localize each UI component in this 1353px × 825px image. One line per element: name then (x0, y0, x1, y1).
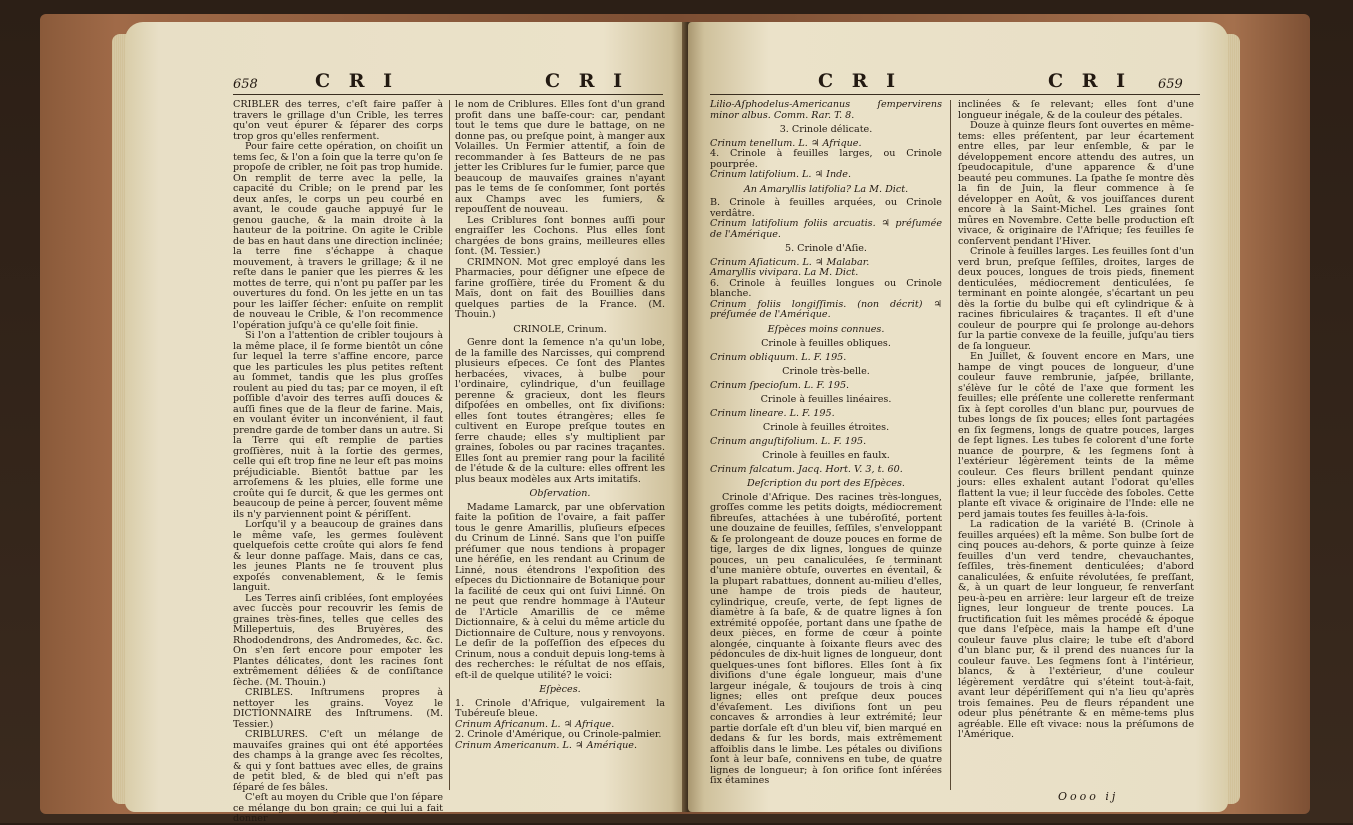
species-entry: 6. Crinole à feuilles longues ou Crinole blanche. (710, 277, 942, 299)
header-rule-left (233, 94, 663, 95)
species-latin: Crinum lineare. L. F. 195. (710, 407, 835, 419)
species-entry: Crinole à feuilles obliques. (761, 338, 891, 349)
species-latin: Crinum anguſtifolium. L. F. 195. (710, 435, 867, 447)
species-entry: 2. Crinole d'Amérique, ou Crinole-palmier. (455, 729, 662, 740)
left-column-2 (455, 100, 665, 751)
left-page (125, 22, 688, 824)
header-rule-right (710, 94, 1200, 95)
running-header-right-1: C R I (818, 70, 902, 92)
page-number-left: 658 (233, 77, 258, 92)
paragraph: le nom de Criblures. Elles ſont d'un grand profit dans une baſſe-cour: car, pendant tout le tems que dure le battage, on ne donne pas, ou preſque point, à manger aux Volailles. Un Fermier attentif, a ſoin de recommander à ſes Batteurs de ne pas jetter les Criblures ſur le fumier, parce que beaucoup de mauvaiſes graines n'ayant pas le tems de ſe conſommer, ſont portés aux Champs avec les fumiers, & repouſſent de nouveau. (455, 99, 665, 215)
page-number-right: 659 (1158, 77, 1183, 92)
section-title-species: Eſpèces. (539, 684, 581, 695)
paragraph: Madame Lamarck, par une obſervation faite la poſition de l'ovaire, a fait paſſer tous le genre Amarillis, pluſieurs eſpeces du Crinum de Linné. Sans que l'on puiſſe préſumer que nous tendions à propager une héréſie, en les rendant au Crinum de Linné, nous étendrons l'expoſition des eſpeces du Dictionnaire de Botanique pour la facilité de ceux qui ont ſuivi Linné. On ne peut que rendre hommage à l'Auteur de l'Article Amarillis de ce même Dictionnaire, & à celui du même article du Dictionnaire de Culture, nous y renvoyons. Le deſir de la poſſeſſion des eſpeces du Crinum, nous a conduit depuis long-tems à des recherches: le réſultat de nos eſſais, eſt-il de quelque utilité? le voici: (455, 501, 665, 681)
column-divider (950, 100, 951, 790)
running-header-left-2: C R I (545, 70, 629, 92)
running-header-left-1: C R I (315, 70, 399, 92)
species-latin: Crinum latifolium. L. ♃ Inde. (710, 169, 852, 180)
species-latin: Crinum Americanum. L. ♃ Amérique. (455, 739, 638, 751)
paragraph: Lorſqu'il y a beaucoup de graines dans le même vaſe, les germes ſoulèvent quelquefois cette croûte qui alors ſe fend & leur donne paſſage. Mais, dans ce cas, les jeunes Plants ne ſe trouvent plus expoſés convenablement, & le ſemis languit. (233, 519, 443, 593)
running-header-right-2: C R I (1048, 70, 1132, 92)
species-latin: Crinum latifolium foliis arcuatis. ♃ préſumée de l'Amérique. (710, 218, 942, 240)
paragraph: Douze à quinze fleurs ſont ouvertes en même-tems: elles préſentent, par leur écartement entre elles, par leur enſemble, & par le développement encore attendu des autres, un ſpeudocapitule, d'une apparence & d'une beauté peu communes. La ſpathe ſe montre dès la fin de Juin, la fleur commence à ſe développer en Août, & vos jouiſſances durent encore à la Saint-Michel. Les graines ſont mûres en Novembre. Cette belle production eſt vivace, & originaire de l'Afrique; ſes feuilles ſe conſervent pendant l'Hiver. (958, 120, 1194, 247)
section-title-crinole: CRINOLE, Crinum. (513, 323, 607, 335)
right-page (688, 22, 1228, 812)
species-latin: Crinum ſpecioſum. L. F. 195. (710, 379, 850, 391)
paragraph: C'eſt au moyen du Crible que l'on ſépare ce mélange du bon grain; ce qui lui a fait donner (233, 792, 443, 824)
column-divider (449, 100, 450, 790)
species-latin: Crinum Aſiaticum. L. ♃ Malabar. (710, 256, 870, 268)
species-entry: Crinole à feuilles linéaires. (760, 394, 892, 405)
paragraph: Crinole à feuilles larges. Les feuilles ſont d'un verd brun, preſque ſeſſiles, droites, larges de deux pouces, longues de trois pieds, finement denticulées, médiocrement denticulées, ſe terminant en pointe alongée, s'écartant un peu dès la ſortie du bulbe qui eſt cylindrique & à racines fibriculaires & traçantes. Il eſt d'une couleur de pourpre qui ſe prolonge au-dehors ſur la partie convexe de la feuille, juſqu'au tiers de ſa longueur. (958, 246, 1194, 352)
species-latin: Crinum foliis longiſſimis. (non décrit) ♃ préſumée de l'Amérique. (710, 298, 942, 320)
paragraph: CRIMNON. Mot grec employé dans les Pharmacies, pour déſigner une eſpece de farine groſſière, tirée du Froment & du Maïs, dont on fait des Bouillies dans quelques parties de la France. (M. Thouin.) (455, 256, 665, 320)
paragraph: Si l'on a l'attention de cribler toujours à la même place, il ſe forme bientôt un cône ſur lequel la terre s'affine encore, parce que les particules les plus petites reſtent au ſommet, tandis que les plus groſſes roulent au pied du tas; par ce moyen, il eſt poſſible d'avoir des terres auſſi douces & auſſi fines que de la fleur de farine. Mais, en voulant éviter un inconvénient, il faut prendre garde de tomber dans un autre. Si la Terre qui eſt remplie de parties groſſières, nuit à la ſortie des germes, celle qui eſt trop fine ne leur eſt pas moins préjudiciable. Bientôt battue par les arroſemens & les pluies, elle forme une croûte qui ſe durcit, & que les germes ont beaucoup de peine à percer, ſouvent même ils n'y parviennent point & périſſent. (233, 330, 443, 520)
right-page-edges (1226, 34, 1240, 804)
right-column-1 (710, 100, 942, 787)
species-latin: Crinum Africanum. L. ♃ Afrique. (455, 718, 615, 730)
paragraph: Les Terres ainſi criblées, ſont employées avec ſuccès pour recouvrir les ſemis de graines très-fines, telles que celles des Millepertuis, des Bruyères, des Rhododendrons, des Andromedes, &c. &c. On s'en ſert encore pour empoter les Plantes délicates, dont les racines ſont extrêmement déliées & de conſiſtance ſèche. (M. Thouin.) (233, 592, 443, 688)
signature-mark: Oooo ij (1058, 790, 1119, 803)
species-entry: Crinole à feuilles étroites. (762, 422, 890, 433)
species-entry: B. Crinole à feuilles arquées, ou Crinole verdâtre. (710, 197, 942, 219)
left-page-edges (112, 34, 126, 804)
species-synonym: Amaryllis vivipara. La M. Dict. (710, 267, 859, 278)
left-column-1 (233, 100, 443, 825)
paragraph: CRIBLES. Inſtrumens propres à nettoyer les grains. Voyez le DICTIONNAIRE des Inſtrumens. (M. Tessier.) (233, 687, 443, 730)
paragraph: Les Criblures ſont bonnes auſſi pour engraiſſer les Cochons. Plus elles ſont chargées de bons grains, meilleures elles ſont. (M. Tessier.) (455, 214, 665, 257)
species-synonym: An Amaryllis latifolia? La M. Dict. (743, 183, 909, 195)
species-entry: 3. Crinole délicate. (779, 124, 873, 135)
paragraph: CRIBLURES. C'eſt un mélange de mauvaiſes graines qui ont été apportées des champs à la grange avec ſes récoltes, & qui y ſont battues avec elles, de grains de petit bled, & de bled qui n'eſt pas ſéparé de ſes bâles. (233, 729, 443, 793)
section-title-observation: Obſervation. (529, 488, 591, 499)
paragraph: Genre dont la ſemence n'a qu'un lobe, de la famille des Narcisses, qui comprend plusieurs eſpeces. Ce ſont des Plantes herbacées, vivaces, à bulbe pour l'ordinaire, cylindrique, d'un feuillage perenne & gracieux, dont les fleurs diſpoſées en ombelles, ont ſix diviſions: elles ſont toutes étrangères; elles ſe cultivent en Europe preſque toutes en ſerre chaude; elles s'y multiplient par graines, ſoboles ou par racines traçantes. Elles ſont au premier rang pour la facilité de l'étude & de la culture: elles offrent les plus beaux modèles aux Arts imitatifs. (455, 337, 665, 485)
species-latin: Crinum falcatum. Jacq. Hort. V. 3, t. 60. (710, 463, 903, 475)
species-latin: Crinum obliquum. L. F. 195. (710, 351, 847, 363)
section-title-lesser-known: Eſpèces moins connues. (767, 323, 885, 335)
right-column-2 (958, 100, 1194, 741)
paragraph: Pour faire cette opération, on choiſit un tems ſec, & l'on a ſoin que la terre qu'on ſe propoſe de cribler, ne ſoit pas trop humide. On remplit de terre avec la pelle, la capacité du Crible; on le prend par les deux anſes, le corps un peu courbé en avant, le coude gauche appuyé ſur le genou gauche, & la main droite à la hauteur de la poitrine. On agite le Crible de bas en haut dans une direction inclinée; la terre fine s'échappe à chaque mouvement, à travers le grillage; & il ne reſte dans le panier que les pierres & les mottes de terre, qui n'ont pu paſſer par les ouvertures du fond. On les jette en un tas pour les laiſſer ſécher: enſuite on remplit de nouveau le Crible, & l'on recommence l'opération juſqu'à ce qu'elle ſoit finie. (233, 141, 443, 331)
paragraph: inclinées & ſe relevant; elles ſont d'une longueur inégale, & de la couleur des pétales. (958, 99, 1194, 121)
species-entry: Crinole très-belle. (782, 366, 870, 377)
species-entry: 1. Crinole d'Afrique, vulgairement la Tubéreuſe bleue. (455, 697, 665, 719)
species-entry: 4. Crinole à feuilles larges, ou Crinole pourprée. (710, 148, 942, 170)
species-entry: 5. Crinole d'Aſie. (784, 243, 867, 254)
species-latin: Crinum tenellum. L. ♃ Afrique. (710, 137, 862, 149)
species-entry: Crinole à feuilles en faulx. (762, 450, 890, 461)
paragraph: La radication de la variété B. (Crinole à feuilles arquées) eſt la même. Son bulbe ſort de cinq pouces au-dehors, & porte quinze à ſeize feuilles d'un verd tendre, chevauchantes, ſeſſiles, très-finement denticulées; d'abord canaliculées, & enſuite révolutées, ſe preſſant, &, à un quart de leur longueur, ſe renverſant peu-à-peu en arrière: leur largeur eſt de treize lignes, leur longueur de trente pouces. La fructification ſuit les mêmes procédé & époque que dans l'eſpèce, mais la hampe eſt d'une couleur fauve plus claire; le tube eſt d'abord d'un blanc pur, & il prend des nuances ſur la couleur fauve. Les ſegmens ſont à l'intérieur, blancs, & à l'extérieur, d'une couleur légèrement verdâtre qui s'éteint tout-à-fait, avant leur dépériſſement qui n'a lieu qu'après trois ſemaines. Peu de fleurs répandent une odeur plus pénétrante & en même-tems plus agréable. Elle eſt vivace: nous la préſumons de l'Amérique. (958, 519, 1194, 740)
section-title-description: Deſcription du port des Eſpèces. (747, 478, 905, 489)
paragraph: Lilio-Aſphodelus-Americanus ſempervirens minor albus. Comm. Rar. T. 8. (710, 99, 942, 121)
paragraph: CRIBLER des terres, c'eſt faire paſſer à travers le grillage d'un Crible, les terres qu'on veut épurer & ſéparer des corps trop gros qu'elles renferment. (233, 99, 443, 142)
paragraph: En Juillet, & ſouvent encore en Mars, une hampe de vingt pouces de longueur, d'une couleur fauve rembrunie, jaſpée, brillante, s'élève ſur le côté de l'axe que forment les feuilles; elle préſente une collerette renfermant ſix à ſept corolles d'un blanc pur, pourvues de tubes longs de ſix pouces; elles ſont partagées en ſix ſegmens, longs de quatre pouces, larges de ſept lignes. Les tubes ſe colorent d'une forte nuance de pourpre, & les ſegmens ſont à l'extérieur légèrement teints de la même couleur. Ces fleurs brillent pendant quinze jours: elles exhalent autant l'odorat qu'elles flattent la vue; il leur ſuccède des ſoboles. Cette plante eſt vivace & originaire de l'Inde: elle ne perd jamais toutes ſes feuilles à-la-fois. (958, 351, 1194, 520)
paragraph: Crinole d'Afrique. Des racines très-longues, groſſes comme les petits doigts, médiocrement fibreuſes, attachées à une tubéroſité, portent une douzaine de feuilles, ſeſſiles, s'enveloppant & ſe prolongeant de douze pouces en forme de tige, larges de dix lignes, longues de quinze pouces, un peu canaliculées, ſe terminant d'une manière obtuſe, ouvertes en éventail, & la plupart rabattues, donnent au-milieu d'elles, une hampe de trois pieds de hauteur, cylindrique, creuſe, verte, de ſept lignes de diamètre à ſa baſe, & de quatre lignes à ſon extrémité oppoſée, portant dans une ſpathe de deux pièces, en forme de cœur à pointe alongée, cinquante à ſoixante fleurs avec des pédoncules de dix-huit lignes de longueur, dont quelques-unes ſont biflores. Elles ſont à ſix diviſions d'une égale longueur, mais d'une largeur inégale, & toujours de trois à cinq lignes; elles ont preſque deux pouces d'évaſement. Les diviſions ſont un peu concaves & arrondies à leur extrémité; leur partie dorſale eſt d'un bleu vif, bien marqué en dedans & ſur les bords, mais extrêmement affoiblis dans le limbe. Les pétales ou diviſions ſont à leur baſe, connivens en tube, de quatre lignes de longueur; à ſon orifice ſont inſérées ſix étamines (710, 491, 942, 786)
